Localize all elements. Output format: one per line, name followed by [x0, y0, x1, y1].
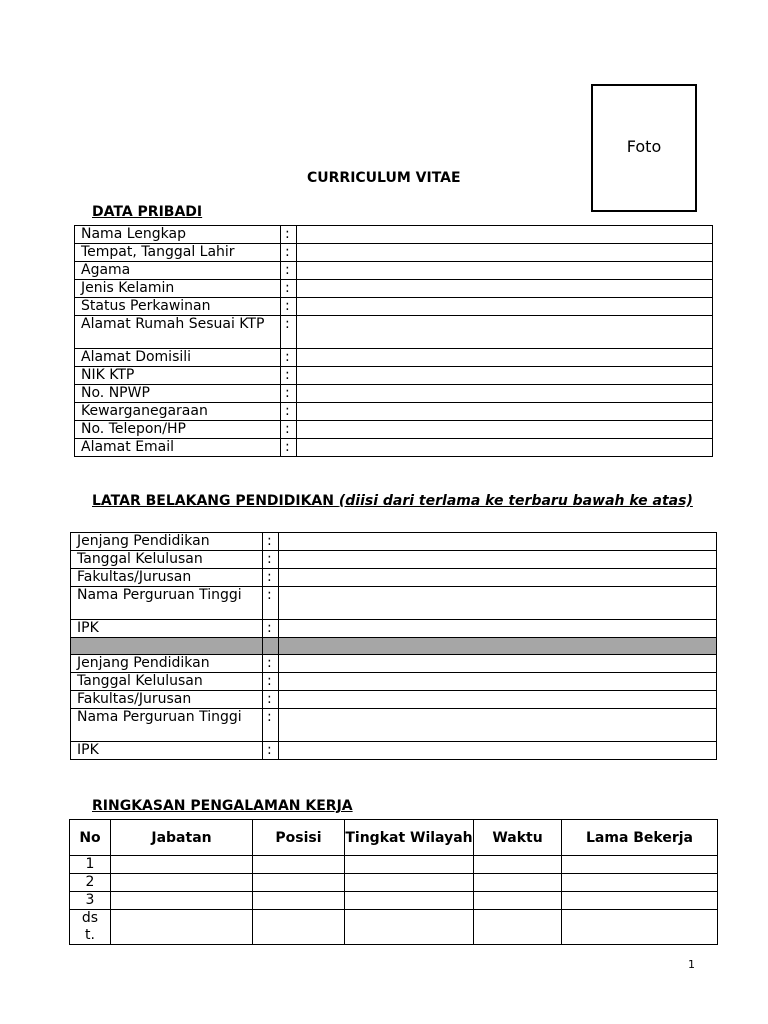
table-row — [75, 298, 713, 316]
field-value[interactable] — [279, 691, 717, 709]
field-label: Jenis Kelamin — [75, 280, 281, 298]
field-value[interactable] — [279, 551, 717, 569]
table-cell[interactable] — [111, 910, 253, 945]
field-value[interactable] — [297, 244, 713, 262]
table-cell[interactable] — [111, 856, 253, 874]
table-row — [70, 874, 718, 892]
colon: : — [263, 533, 279, 551]
table-row — [75, 262, 713, 280]
field-value[interactable] — [297, 226, 713, 244]
row-number: 2 — [70, 874, 111, 892]
field-value[interactable] — [297, 298, 713, 316]
colon: : — [263, 691, 279, 709]
table-row — [71, 551, 717, 569]
table-row — [71, 569, 717, 587]
colon: : — [281, 385, 297, 403]
table-cell[interactable] — [474, 856, 562, 874]
colon: : — [263, 709, 279, 742]
table-cell[interactable] — [253, 856, 345, 874]
table-cell[interactable] — [474, 892, 562, 910]
education-table — [70, 532, 717, 760]
field-value[interactable] — [279, 673, 717, 691]
row-number: dst. — [70, 910, 111, 945]
table-cell[interactable] — [345, 874, 474, 892]
field-label: Jenjang Pendidikan — [71, 655, 263, 673]
table-header-row — [70, 820, 718, 856]
education-heading-text: LATAR BELAKANG PENDIDIKAN — [92, 493, 334, 509]
field-value[interactable] — [297, 421, 713, 439]
field-value[interactable] — [279, 569, 717, 587]
table-cell[interactable] — [562, 892, 718, 910]
colon: : — [281, 403, 297, 421]
table-row — [71, 655, 717, 673]
work-experience-table — [69, 819, 718, 945]
field-label: Nama Lengkap — [75, 226, 281, 244]
field-label: Tanggal Kelulusan — [71, 551, 263, 569]
table-cell[interactable] — [474, 910, 562, 945]
colon: : — [281, 244, 297, 262]
colon: : — [281, 280, 297, 298]
colon: : — [263, 742, 279, 760]
colon: : — [281, 298, 297, 316]
table-row — [71, 587, 717, 620]
document-title: CURRICULUM VITAE — [307, 170, 461, 186]
column-header-posisi: Posisi — [253, 820, 345, 856]
table-row — [71, 742, 717, 760]
colon: : — [281, 367, 297, 385]
field-value[interactable] — [279, 742, 717, 760]
field-value[interactable] — [297, 262, 713, 280]
table-cell[interactable] — [111, 892, 253, 910]
table-cell[interactable] — [253, 892, 345, 910]
colon: : — [263, 569, 279, 587]
separator-cell — [263, 638, 279, 655]
field-label: Nama Perguruan Tinggi — [71, 587, 263, 620]
colon: : — [281, 421, 297, 439]
colon: : — [281, 262, 297, 280]
column-header-lama-bekerja: Lama Bekerja — [562, 820, 718, 856]
field-label: No. Telepon/HP — [75, 421, 281, 439]
table-cell[interactable] — [562, 910, 718, 945]
table-cell[interactable] — [111, 874, 253, 892]
table-cell[interactable] — [253, 874, 345, 892]
colon: : — [281, 349, 297, 367]
field-label: Agama — [75, 262, 281, 280]
field-value[interactable] — [297, 280, 713, 298]
colon: : — [281, 439, 297, 457]
column-header-no: No — [70, 820, 111, 856]
table-cell[interactable] — [345, 910, 474, 945]
table-cell[interactable] — [345, 892, 474, 910]
row-number: 1 — [70, 856, 111, 874]
field-value[interactable] — [297, 385, 713, 403]
field-label: Alamat Domisili — [75, 349, 281, 367]
table-cell[interactable] — [562, 856, 718, 874]
table-row — [71, 691, 717, 709]
field-value[interactable] — [279, 709, 717, 742]
table-cell[interactable] — [253, 910, 345, 945]
table-row — [75, 367, 713, 385]
field-value[interactable] — [279, 587, 717, 620]
field-label: IPK — [71, 742, 263, 760]
table-row — [75, 439, 713, 457]
work-heading: RINGKASAN PENGALAMAN KERJA — [92, 798, 353, 814]
table-cell[interactable] — [562, 874, 718, 892]
column-header-jabatan: Jabatan — [111, 820, 253, 856]
field-label: No. NPWP — [75, 385, 281, 403]
table-row — [71, 533, 717, 551]
field-label: Alamat Rumah Sesuai KTP — [75, 316, 281, 349]
table-row — [75, 316, 713, 349]
colon: : — [263, 587, 279, 620]
field-label: Fakultas/Jurusan — [71, 569, 263, 587]
field-value[interactable] — [279, 620, 717, 638]
field-label: Kewarganegaraan — [75, 403, 281, 421]
table-row — [71, 620, 717, 638]
field-value[interactable] — [297, 349, 713, 367]
colon: : — [263, 620, 279, 638]
table-row — [71, 673, 717, 691]
field-value[interactable] — [279, 655, 717, 673]
separator-row — [71, 638, 717, 655]
field-value[interactable] — [297, 367, 713, 385]
field-label: Tempat, Tanggal Lahir — [75, 244, 281, 262]
separator-cell — [279, 638, 717, 655]
field-label: Alamat Email — [75, 439, 281, 457]
field-label: Fakultas/Jurusan — [71, 691, 263, 709]
separator-cell — [71, 638, 263, 655]
table-row — [70, 892, 718, 910]
table-row — [75, 226, 713, 244]
field-label: IPK — [71, 620, 263, 638]
table-row — [75, 403, 713, 421]
personal-data-table — [74, 225, 713, 457]
field-label: Nama Perguruan Tinggi — [71, 709, 263, 742]
field-label: Tanggal Kelulusan — [71, 673, 263, 691]
field-value[interactable] — [297, 316, 713, 349]
table-row — [75, 385, 713, 403]
table-row — [75, 421, 713, 439]
field-value[interactable] — [297, 439, 713, 457]
education-heading — [92, 491, 702, 511]
field-label: Status Perkawinan — [75, 298, 281, 316]
table-cell[interactable] — [345, 856, 474, 874]
personal-heading: DATA PRIBADI — [92, 204, 203, 220]
field-label: NIK KTP — [75, 367, 281, 385]
page-number: 1 — [688, 958, 695, 971]
table-row — [75, 349, 713, 367]
table-row — [70, 910, 718, 945]
field-value[interactable] — [297, 403, 713, 421]
table-row — [75, 244, 713, 262]
colon: : — [281, 316, 297, 349]
field-value[interactable] — [279, 533, 717, 551]
photo-label: Foto — [626, 136, 662, 156]
table-row — [71, 709, 717, 742]
colon: : — [281, 226, 297, 244]
table-row — [70, 856, 718, 874]
column-header-waktu: Waktu — [474, 820, 562, 856]
field-label: Jenjang Pendidikan — [71, 533, 263, 551]
photo-box — [591, 84, 697, 212]
colon: : — [263, 673, 279, 691]
row-number: 3 — [70, 892, 111, 910]
colon: : — [263, 551, 279, 569]
column-header-tingkat-wilayah: Tingkat Wilayah — [345, 820, 474, 856]
table-cell[interactable] — [474, 874, 562, 892]
colon: : — [263, 655, 279, 673]
table-row — [75, 280, 713, 298]
education-note: (diisi dari terlama ke terbaru bawah ke atas) — [338, 493, 693, 509]
